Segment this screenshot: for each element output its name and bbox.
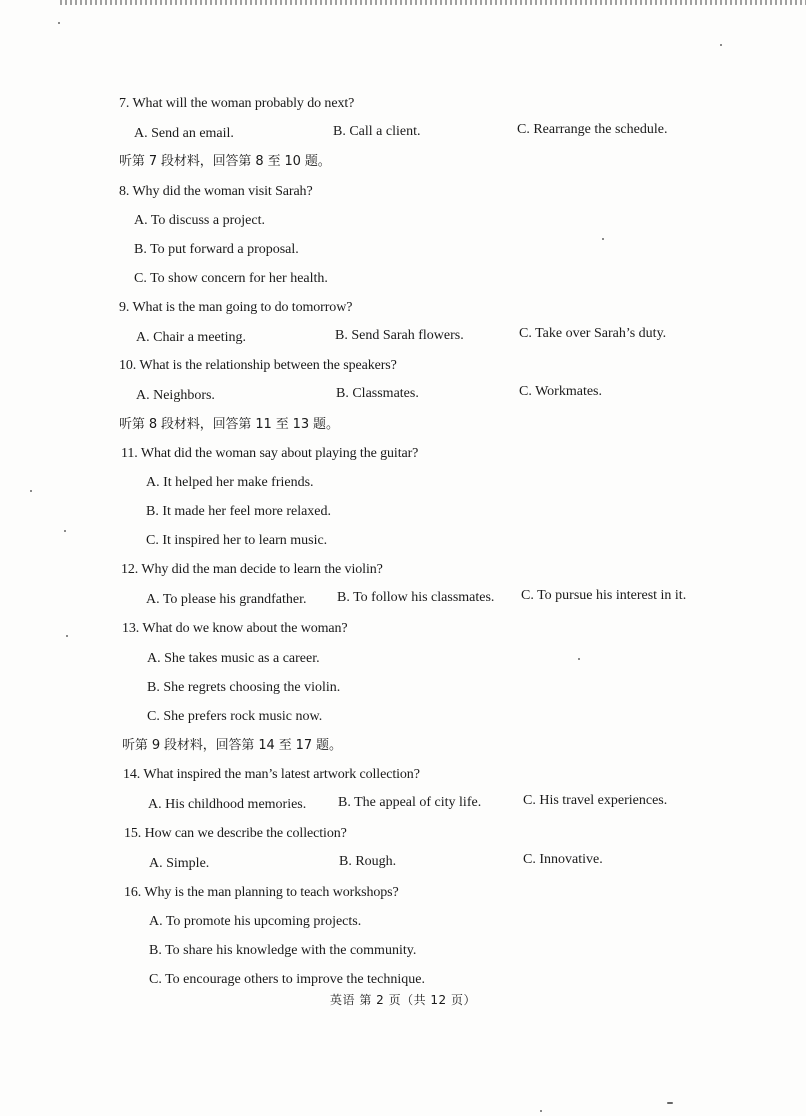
scan-speck <box>602 238 604 240</box>
scan-edge-noise <box>60 0 806 5</box>
question-16-stem: 16. Why is the man planning to teach workshops? <box>124 885 399 900</box>
question-8-option-a: A. To discuss a project. <box>134 213 265 228</box>
question-9-option-b: B. Send Sarah flowers. <box>335 328 464 343</box>
scan-speck <box>30 490 32 492</box>
question-7-option-c: C. Rearrange the schedule. <box>517 122 668 137</box>
question-11-option-c: C. It inspired her to learn music. <box>146 533 328 548</box>
scan-speck <box>720 44 722 46</box>
question-7-stem: 7. What will the woman probably do next? <box>119 96 355 111</box>
scan-speck <box>58 22 60 24</box>
question-16-option-c: C. To encourage others to improve the technique. <box>149 972 425 987</box>
question-13-stem: 13. What do we know about the woman? <box>122 621 348 636</box>
question-11-option-b: B. It made her feel more relaxed. <box>146 504 332 519</box>
question-11-stem: 11. What did the woman say about playing the guitar? <box>121 446 419 461</box>
question-9-option-a: A. Chair a meeting. <box>136 330 247 345</box>
question-15-option-a: A. Simple. <box>149 856 210 871</box>
question-16-option-a: A. To promote his upcoming projects. <box>149 914 362 929</box>
question-10-stem: 10. What is the relationship between the speakers? <box>119 358 397 373</box>
question-10-option-c: C. Workmates. <box>519 384 602 399</box>
scan-speck <box>66 635 68 637</box>
question-12-option-c: C. To pursue his interest in it. <box>521 588 687 603</box>
question-14-option-c: C. His travel experiences. <box>523 793 668 808</box>
scan-speck <box>540 1110 542 1112</box>
question-15-option-b: B. Rough. <box>339 854 397 869</box>
section-7-instruction: 听第 7 段材料，回答第 8 至 10 题。 <box>119 154 331 169</box>
question-13-option-b: B. She regrets choosing the violin. <box>147 680 341 695</box>
question-7-option-a: A. Send an email. <box>134 126 234 141</box>
question-12-stem: 12. Why did the man decide to learn the violin? <box>121 562 383 577</box>
question-16-option-b: B. To share his knowledge with the community. <box>149 943 417 958</box>
section-9-instruction: 听第 9 段材料，回答第 14 至 17 题。 <box>122 738 342 753</box>
question-8-option-c: C. To show concern for her health. <box>134 271 328 286</box>
question-13-option-c: C. She prefers rock music now. <box>147 709 323 724</box>
question-14-option-b: B. The appeal of city life. <box>338 795 482 810</box>
scan-speck <box>64 530 66 532</box>
question-14-option-a: A. His childhood memories. <box>148 797 307 812</box>
question-8-stem: 8. Why did the woman visit Sarah? <box>119 184 313 199</box>
page-footer: 英语 第 2 页（共 12 页） <box>330 993 476 1007</box>
question-14-stem: 14. What inspired the man’s latest artwork collection? <box>123 767 420 782</box>
question-7-option-b: B. Call a client. <box>333 124 421 139</box>
question-10-option-b: B. Classmates. <box>336 386 419 401</box>
scan-speck <box>578 658 580 660</box>
question-8-option-b: B. To put forward a proposal. <box>134 242 299 257</box>
question-12-option-b: B. To follow his classmates. <box>337 590 495 605</box>
question-10-option-a: A. Neighbors. <box>136 388 215 403</box>
section-8-instruction: 听第 8 段材料，回答第 11 至 13 题。 <box>119 417 339 432</box>
scan-speck <box>667 1102 673 1104</box>
question-9-option-c: C. Take over Sarah’s duty. <box>519 326 667 341</box>
question-11-option-a: A. It helped her make friends. <box>146 475 314 490</box>
question-13-option-a: A. She takes music as a career. <box>147 651 320 666</box>
question-9-stem: 9. What is the man going to do tomorrow? <box>119 300 353 315</box>
question-15-option-c: C. Innovative. <box>523 852 603 867</box>
question-15-stem: 15. How can we describe the collection? <box>124 826 347 841</box>
question-12-option-a: A. To please his grandfather. <box>146 592 307 607</box>
